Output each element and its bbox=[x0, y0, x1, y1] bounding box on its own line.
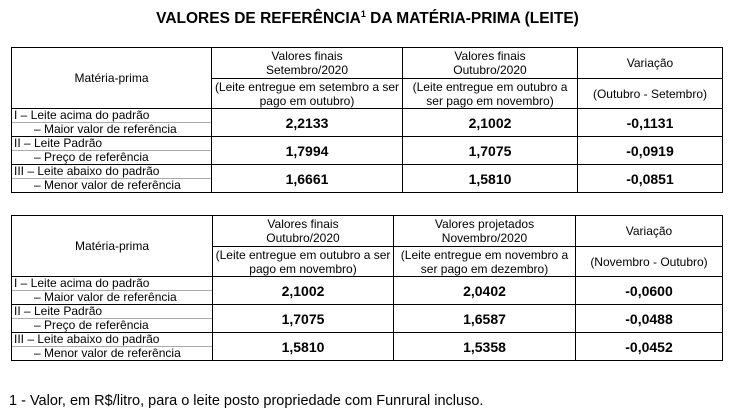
header-col1-sub: (Leite entregue em outubro a ser pago em novembro) bbox=[213, 247, 394, 277]
title-text: VALORES DE REFERÊNCIA bbox=[156, 10, 361, 28]
row-label bbox=[12, 165, 212, 193]
title-rest: DA MATÉRIA-PRIMA (LEITE) bbox=[365, 10, 579, 28]
header-col1-line2: Outubro/2020 bbox=[266, 231, 340, 245]
row-label-line2: – Menor valor de referência bbox=[34, 178, 181, 192]
row-label bbox=[12, 333, 213, 361]
table-row bbox=[12, 137, 723, 165]
reference-table-october-november bbox=[11, 215, 723, 361]
footnote-marker: 1 bbox=[360, 9, 366, 19]
header-col2-line2: Novembro/2020 bbox=[441, 231, 528, 245]
value-col2: 1,5810 bbox=[403, 165, 578, 193]
footnote: 1 - Valor, em R$/litro, para o leite posto propriedade com Funrural incluso. bbox=[9, 393, 484, 409]
value-col1: 1,5810 bbox=[213, 333, 394, 361]
header-variacao-sub: (Novembro - Outubro) bbox=[576, 247, 723, 277]
row-label-line1: III – Leite abaixo do padrão bbox=[12, 333, 212, 347]
table-row bbox=[12, 333, 723, 361]
value-col1: 2,2133 bbox=[212, 109, 403, 137]
row-label-line2: – Preço de referência bbox=[34, 150, 149, 164]
header-col1-line2: Setembro/2020 bbox=[265, 63, 349, 77]
header-materia-prima: Matéria-prima bbox=[12, 216, 213, 277]
header-col2 bbox=[403, 48, 578, 79]
value-col1: 1,7994 bbox=[212, 137, 403, 165]
header-col1 bbox=[213, 216, 394, 247]
header-col1-line1: Valores finais bbox=[267, 217, 339, 231]
row-label-line2: – Maior valor de referência bbox=[34, 290, 177, 304]
value-col1: 2,1002 bbox=[213, 277, 394, 305]
page-title bbox=[0, 9, 735, 28]
header-col1 bbox=[212, 48, 403, 79]
header-col2-sub: (Leite entregue em outubro a ser pago em novembro) bbox=[403, 79, 578, 109]
row-label bbox=[12, 109, 212, 137]
value-col2: 2,0402 bbox=[394, 277, 576, 305]
header-col2-line1: Valores projetados bbox=[434, 217, 535, 231]
row-label-line2: – Menor valor de referência bbox=[34, 346, 181, 360]
row-label-line1: I – Leite acima do padrão bbox=[12, 277, 212, 291]
value-col2: 1,6587 bbox=[394, 305, 576, 333]
header-col2-line2: Outubro/2020 bbox=[453, 63, 527, 77]
row-label-line1: II – Leite Padrão bbox=[12, 137, 211, 151]
value-col1: 1,6661 bbox=[212, 165, 403, 193]
value-variacao: -0,1131 bbox=[578, 109, 723, 137]
header-variacao: Variação bbox=[578, 48, 723, 79]
table-row bbox=[12, 165, 723, 193]
header-col1-sub: (Leite entregue em setembro a ser pago em outubro) bbox=[212, 79, 403, 109]
header-variacao: Variação bbox=[576, 216, 723, 247]
value-variacao: -0,0600 bbox=[576, 277, 723, 305]
row-label-line2: – Maior valor de referência bbox=[34, 122, 177, 136]
value-col2: 1,5358 bbox=[394, 333, 576, 361]
value-col2: 2,1002 bbox=[403, 109, 578, 137]
header-col2 bbox=[394, 216, 576, 247]
header-col2-line1: Valores finais bbox=[454, 49, 526, 63]
value-col2: 1,7075 bbox=[403, 137, 578, 165]
value-variacao: -0,0851 bbox=[578, 165, 723, 193]
header-materia-prima: Matéria-prima bbox=[12, 48, 212, 109]
reference-table-september-october bbox=[11, 47, 723, 193]
table-row bbox=[12, 277, 723, 305]
row-label-line2: – Preço de referência bbox=[34, 318, 149, 332]
row-label bbox=[12, 277, 213, 305]
table-row bbox=[12, 109, 723, 137]
header-variacao-sub: (Outubro - Setembro) bbox=[578, 79, 723, 109]
value-col1: 1,7075 bbox=[213, 305, 394, 333]
value-variacao: -0,0452 bbox=[576, 333, 723, 361]
value-variacao: -0,0919 bbox=[578, 137, 723, 165]
row-label bbox=[12, 137, 212, 165]
row-label-line1: III – Leite abaixo do padrão bbox=[12, 165, 211, 179]
value-variacao: -0,0488 bbox=[576, 305, 723, 333]
header-col1-line1: Valores finais bbox=[271, 49, 343, 63]
table-row bbox=[12, 305, 723, 333]
header-col2-sub: (Leite entregue em novembro a ser pago em dezembro) bbox=[394, 247, 576, 277]
row-label-line1: I – Leite acima do padrão bbox=[12, 109, 211, 123]
row-label-line1: II – Leite Padrão bbox=[12, 305, 212, 319]
row-label bbox=[12, 305, 213, 333]
